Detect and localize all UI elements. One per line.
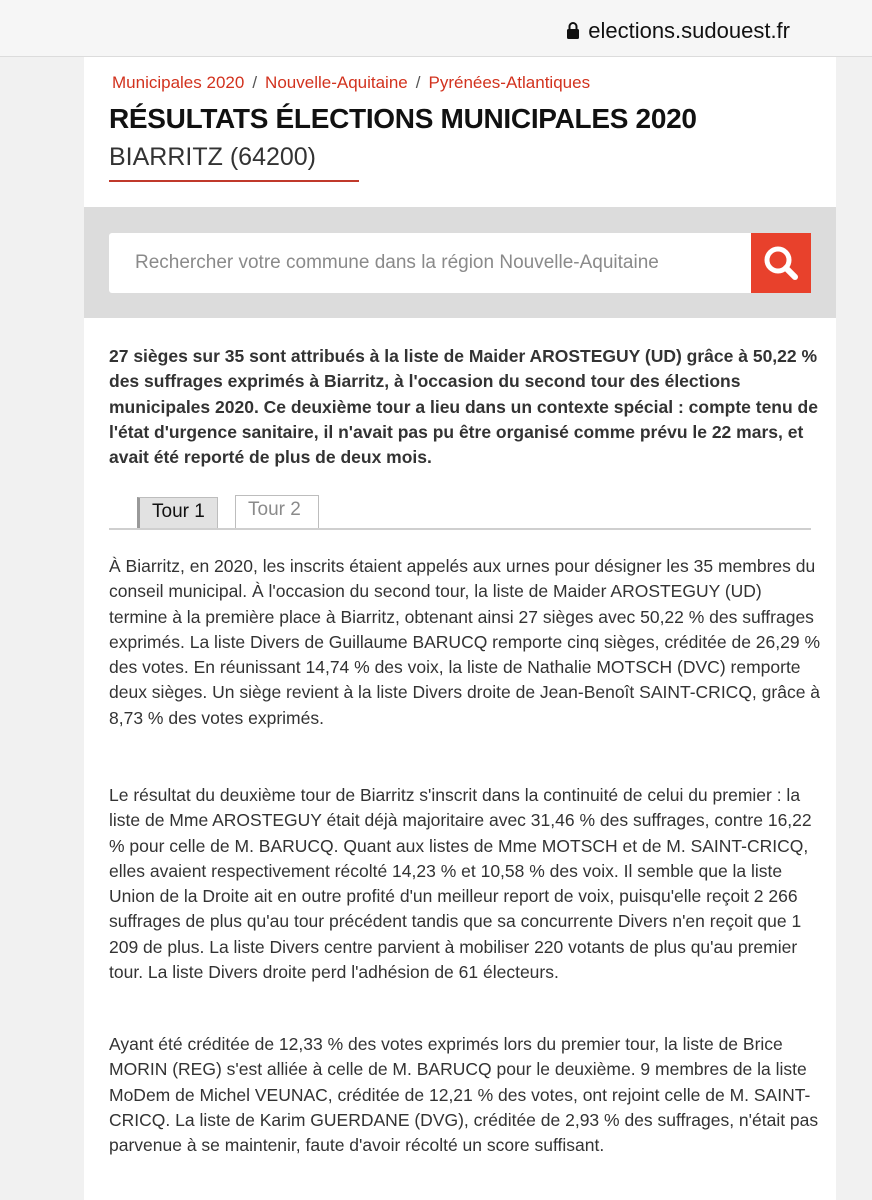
breadcrumb-link-municipales[interactable]: Municipales 2020	[112, 73, 245, 92]
search-input[interactable]	[109, 233, 751, 293]
tab-tour-1[interactable]: Tour 1	[137, 497, 218, 528]
title-underline	[109, 180, 359, 182]
tab-tour-2[interactable]: Tour 2	[235, 495, 319, 528]
breadcrumb-link-departement[interactable]: Pyrénées-Atlantiques	[428, 73, 591, 92]
browser-address-bar[interactable]	[0, 0, 872, 57]
search-bar	[84, 207, 836, 318]
breadcrumb	[112, 73, 590, 93]
breadcrumb-separator: /	[415, 73, 421, 92]
results-paragraph: À Biarritz, en 2020, les inscrits étaient appelés aux urnes pour désigner les 35 membres du conseil municipal. À l'occasion du second tour, la liste de Maider AROSTEGUY (UD) termine à la première place à Biarritz, obtenant ainsi 27 sièges avec 50,22 % des suffrages exprimés. La liste Divers de Guillaume BARUCQ remporte cinq sièges, créditée de 26,29 % des votes. En réunissant 14,74 % des voix, la liste de Nathalie MOTSCH (DVC) remporte deux sièges. Un siège revient à la liste Divers droite de Jean-Benoît SAINT-CRICQ, grâce à 8,73 % des votes exprimés.	[109, 556, 821, 728]
search-icon	[761, 243, 801, 283]
breadcrumb-separator: /	[252, 73, 258, 92]
article-page	[84, 57, 836, 1200]
lock-icon	[566, 21, 580, 39]
round-tabs	[109, 494, 811, 530]
intro-summary: 27 sièges sur 35 sont attribués à la liste de Maider AROSTEGUY (UD) grâce à 50,22 % des suffrages exprimés à Biarritz, à l'occasion du second tour des élections municipales 2020. Ce deuxième tour a lieu dans un contexte spécial : compte tenu de l'état d'urgence sanitaire, il n'avait pas pu être organisé comme prévu le 22 mars, et avait été reporté de plus de deux mois.	[109, 346, 818, 468]
page-title: RÉSULTATS ÉLECTIONS MUNICIPALES 2020	[109, 103, 697, 134]
search-button[interactable]	[751, 233, 811, 293]
breadcrumb-link-region[interactable]: Nouvelle-Aquitaine	[265, 73, 408, 92]
url-display[interactable]	[566, 18, 790, 44]
alliances-paragraph: Ayant été créditée de 12,33 % des votes exprimés lors du premier tour, la liste de Brice MORIN (REG) s'est alliée à celle de M. BARUCQ pour le deuxième. 9 membres de la liste MoDem de Michel VEUNAC, créditée de 12,21 % des votes, ont rejoint celle de M. SAINT-CRICQ. La liste de Karim GUERDANE (DVG), créditée de 2,93 % des suffrages, n'était pas parvenue à se maintenir, faute d'avoir récolté un score suffisant.	[109, 1034, 819, 1156]
comparison-paragraph: Le résultat du deuxième tour de Biarritz s'inscrit dans la continuité de celui du premier : la liste de Mme AROSTEGUY était déjà majoritaire avec 31,46 % des suffrages, contre 16,22 % pour celle de M. BARUCQ. Quant aux listes de Mme MOTSCH et de M. SAINT-CRICQ, elles avaient respectivement récolté 14,23 % et 10,58 % des voix. Il semble que la liste Union de la Droite ait en outre profité d'un meilleur report de voix, puisqu'elle reçoit 2 266 suffrages de plus qu'au tour précédent tandis que sa concurrente Divers n'en reçoit que 1 209 de plus. La liste Divers centre parvient à mobiliser 220 votants de plus qu'au premier tour. La liste Divers droite perd l'adhésion de 61 électeurs.	[109, 785, 812, 983]
commune-subtitle: BIARRITZ (64200)	[109, 143, 317, 171]
url-text: elections.sudouest.fr	[588, 18, 790, 43]
